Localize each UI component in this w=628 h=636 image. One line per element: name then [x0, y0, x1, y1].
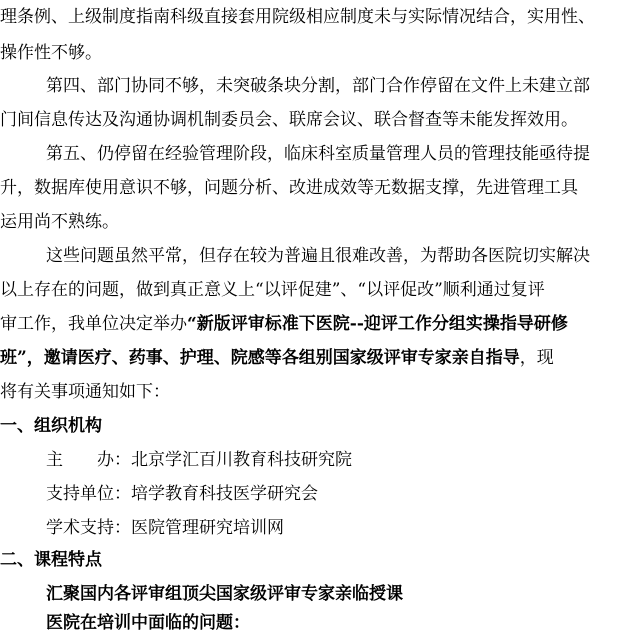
paragraph-text: 理条例、上级制度指南科级直接套用院级相应制度未与实际情况结合，实用性、 [0, 7, 595, 27]
paragraph-text: 运用尚不熟练。 [0, 212, 119, 232]
text-line [0, 313, 628, 337]
org-row-host [0, 449, 628, 473]
text-line [0, 211, 628, 235]
section-heading-text: 二、课程特点 [0, 550, 102, 570]
org-label: 学术支持： [46, 518, 131, 538]
paragraph-text: 第四、部门协同不够，未突破条块分割，部门合作停留在文件上未建立部 [46, 76, 590, 96]
org-label: 主 办： [46, 450, 131, 470]
course-feature-text: 汇聚国内各评审组顶尖国家级评审专家亲临授课 [46, 584, 403, 604]
text-line [0, 347, 628, 371]
org-value: 培学教育科技医学研究会 [131, 484, 318, 504]
text-line [0, 381, 628, 405]
org-label: 支持单位： [46, 484, 131, 504]
text-line [0, 6, 628, 30]
text-line [0, 279, 628, 303]
text-line [0, 143, 628, 167]
org-value: 北京学汇百川教育科技研究院 [131, 450, 352, 470]
bold-paragraph-text: “新版评审标准下医院--迎评工作分组实操指导研修 [187, 314, 568, 334]
paragraph-text: 以上存在的问题，做到真正意义上“以评促建”、“以评促改”顺利通过复评 [0, 280, 545, 300]
text-line [0, 75, 628, 99]
paragraph-text: 操作性不够。 [0, 43, 102, 63]
course-feature [0, 612, 628, 636]
paragraph-text: 这些问题虽然平常，但存在较为普遍且很难改善，为帮助各医院切实解决 [46, 246, 590, 266]
paragraph-text: 门间信息传达及沟通协调机制委员会、联席会议、联合督查等未能发挥效用。 [0, 110, 578, 130]
section-heading-text: 一、组织机构 [0, 416, 102, 436]
paragraph-text: 审工作，我单位决定举办 [0, 314, 187, 334]
section-heading [0, 549, 628, 573]
org-value: 医院管理研究培训网 [131, 518, 284, 538]
org-row-support [0, 483, 628, 507]
course-feature [0, 583, 628, 607]
paragraph-text: 第五、仍停留在经验管理阶段，临床科室质量管理人员的管理技能亟待提 [46, 144, 590, 164]
text-line [0, 109, 628, 133]
bold-paragraph-text: 班”，邀请医疗、药事、护理、院感等各组别国家级评审专家亲自指导 [0, 348, 520, 368]
paragraph-text: ，现 [519, 348, 554, 368]
paragraph-text: 将有关事项通知如下： [0, 382, 170, 402]
paragraph-text: 升，数据库使用意识不够，问题分析、改进成效等无数据支撑，先进管理工具 [0, 178, 578, 198]
text-line [0, 245, 628, 269]
course-feature-text: 医院在培训中面临的问题： [46, 613, 250, 633]
text-line [0, 42, 628, 66]
org-row-academic [0, 517, 628, 541]
text-line [0, 177, 628, 201]
section-heading [0, 415, 628, 439]
